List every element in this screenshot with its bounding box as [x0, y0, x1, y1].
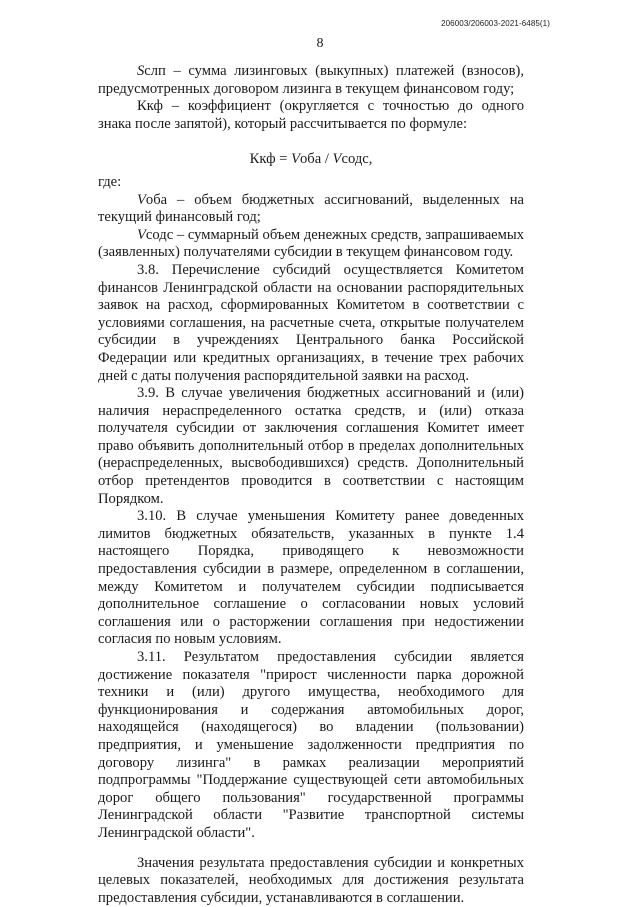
paragraph-kkf: Ккф – коэффициент (округляется с точностью до одного знака после запятой), который рассчитывается по формуле:: [98, 98, 524, 132]
paragraph-voba: Vоба – объем бюджетных ассигнований, выделенных на текущий финансовый год;: [98, 191, 524, 226]
paragraph-3-11: 3.11. Результатом предоставления субсидии является достижение показателя "прирост численности парка дорожной техники и (или) другого имущества, необходимого для функционирования и содержания автомобильных дорог, находящейся (находящегося) во владении (пользовании) предприятия, и уменьшение задолженности предприятия по договору лизинга" в рамках реализации мероприятий подпрограммы "Поддержание существующей сети автомобильных дорог общего пользования" государственной программы Ленинградской области "Развитие транспортной системы Ленинградской области".: [98, 649, 524, 841]
paragraph-values: Значения результата предоставления субсидии и конкретных целевых показателей, необходимых для достижения результата предоставления субсидии, устанавливаются в соглашении.: [98, 854, 524, 906]
label-gde: где:: [98, 173, 122, 190]
paragraph-vsods: Vсодс – суммарный объем денежных средств, запрашиваемых (заявленных) получателями субсидии в текущем финансовом году.: [98, 226, 524, 261]
formula-kkf: Ккф = Vоба / Vсодс,: [249, 151, 373, 168]
paragraph-3-10: 3.10. В случае уменьшения Комитету ранее доведенных лимитов бюджетных обязательств, указанных в пункте 1.4 настоящего Порядка, приводящего к невозможности предоставления субсидии в размере, определенном в соглашении, между Комитетом и получателем субсидии подписывается дополнительное соглашение о согласовании новых условий соглашения или о расторжении соглашения при недостижении согласия по новым условиям.: [98, 508, 524, 648]
page-number: 8: [316, 36, 324, 51]
document-code: 206003/206003-2021-6485(1): [441, 19, 550, 28]
paragraph-sclp: Sслп – сумма лизинговых (выкупных) платежей (взносов), предусмотренных договором лизинга в текущем финансовом году;: [98, 63, 524, 97]
page-content: [98, 63, 524, 907]
paragraph-3-8: 3.8. Перечисление субсидий осуществляется Комитетом финансов Ленинградской области на основании распорядительных заявок на расход, сформированных Комитетом в соответствии с условиями соглашения, на расчетные счета, открытые получателем субсидии в учреждениях Центрального банка Российской Федерации или кредитных организациях, в течение трех рабочих дней с даты получения распорядительной заявки на расход.: [98, 261, 524, 384]
paragraph-3-9: 3.9. В случае увеличения бюджетных ассигнований и (или) наличия нераспределенного остатка средств, и (или) отказа получателя субсидии от заключения соглашения Комитет имеет право объявить дополнительный отбор в пределах дополнительных (нераспределенных, высвободившихся) средств. Дополнительный отбор претендентов проводится в соответствии с настоящим Порядком.: [98, 385, 524, 507]
